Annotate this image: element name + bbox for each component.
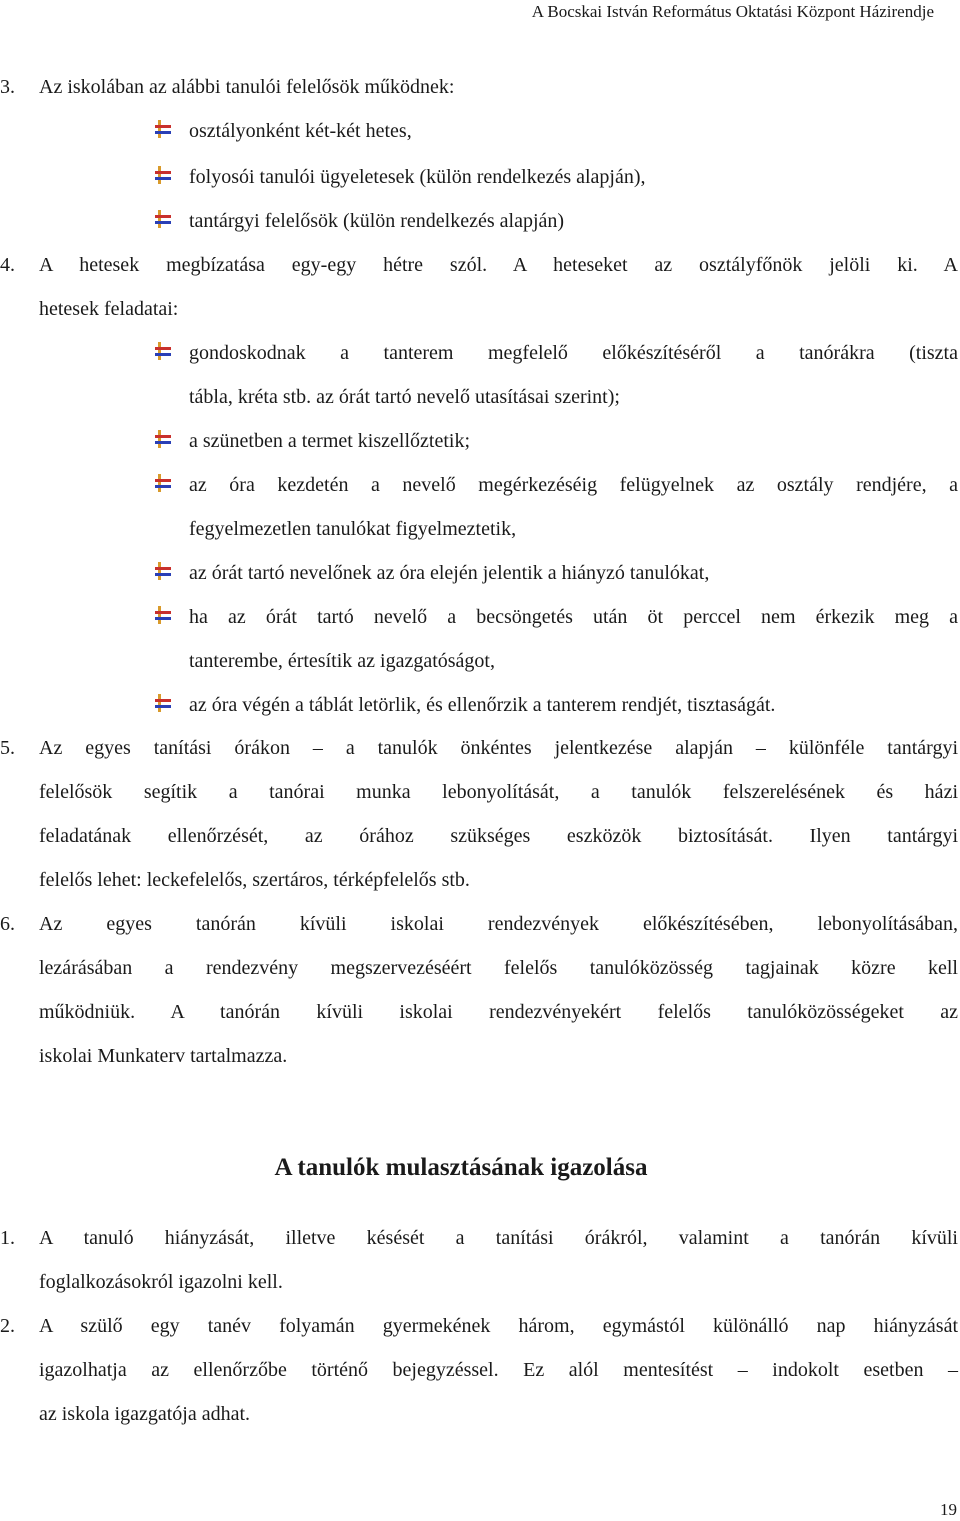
bullet-icon: [153, 473, 173, 493]
paragraph-text: igazolhatja az ellenőrzőbe történő bejegyzéssel. Ez alól mentesítést – indokolt esetben –: [39, 1359, 958, 1381]
paragraph-text: A tanuló hiányzását, illetve késését a tanítási órákról, valamint a tanórán kívüli: [39, 1227, 958, 1249]
bullet-text: az óra végén a táblát letörlik, és ellenőrzik a tanterem rendjét, tisztaságát.: [189, 694, 776, 716]
page-number: 19: [940, 1500, 957, 1519]
section-heading: A tanulók mulasztásának igazolása: [274, 1154, 648, 1181]
bullet-text: tantárgyi felelősök (külön rendelkezés alapján): [189, 210, 565, 232]
paragraph-text: Az egyes tanítási órákon – a tanulók önkéntes jelentkezése alapján – különféle tantárgyi: [39, 737, 958, 759]
item-number: 2.: [0, 1315, 15, 1337]
paragraph-text: lezárásában a rendezvény megszervezéséért felelős tanulóközösség tagjainak közre kell: [39, 957, 958, 979]
paragraph-text: A szülő egy tanév folyamán gyermekének három, egymástól különálló nap hiányzását: [39, 1315, 958, 1337]
bullet-icon: [153, 429, 173, 449]
paragraph-text: A hetesek megbízatása egy-egy hétre szól. A heteseket az osztályfőnök jelöli ki. A: [39, 254, 958, 276]
bullet-text: tábla, kréta stb. az órát tartó nevelő utasításai szerint);: [189, 386, 620, 408]
bullet-text: ha az órát tartó nevelő a becsöngetés után öt perccel nem érkezik meg a: [189, 606, 958, 628]
bullet-icon: [153, 693, 173, 713]
bullet-text: a szünetben a termet kiszellőztetik;: [189, 430, 470, 452]
item-number: 5.: [0, 737, 15, 759]
paragraph-text: az iskola igazgatója adhat.: [39, 1403, 251, 1425]
paragraph-text: felelős lehet: leckefelelős, szertáros, térképfelelős stb.: [39, 869, 470, 891]
bullet-text: fegyelmezetlen tanulókat figyelmeztetik,: [189, 518, 517, 540]
paragraph-text: iskolai Munkaterv tartalmazza.: [39, 1045, 288, 1067]
page-header: A Bocskai István Református Oktatási Központ Házirendje: [531, 2, 934, 21]
paragraph-text: feladatának ellenőrzését, az órához szükséges eszközök biztosítását. Ilyen tantárgyi: [39, 825, 958, 847]
paragraph-text: hetesek feladatai:: [39, 298, 179, 320]
bullet-icon: [153, 341, 173, 361]
item-number: 6.: [0, 913, 15, 935]
bullet-icon: [153, 165, 173, 185]
bullet-text: tanterembe, értesítik az igazgatóságot,: [189, 650, 495, 672]
bullet-text: folyosói tanulói ügyeletesek (külön rendelkezés alapján),: [189, 166, 646, 188]
bullet-icon: [153, 605, 173, 625]
bullet-text: gondoskodnak a tanterem megfelelő előkészítéséről a tanórákra (tiszta: [189, 342, 958, 364]
bullet-text: az óra kezdetén a nevelő megérkezéséig felügyelnek az osztály rendjére, a: [189, 474, 958, 496]
item-number: 1.: [0, 1227, 15, 1249]
paragraph-text: Az egyes tanórán kívüli iskolai rendezvények előkészítésében, lebonyolításában,: [39, 913, 958, 935]
item-number: 3.: [0, 76, 15, 98]
paragraph-text: Az iskolában az alábbi tanulói felelősök működnek:: [39, 76, 455, 98]
paragraph-text: felelősök segítik a tanórai munka lebonyolítását, a tanulók felszerelésének és házi: [39, 781, 958, 803]
bullet-icon: [153, 209, 173, 229]
bullet-icon: [153, 119, 173, 139]
bullet-icon: [153, 561, 173, 581]
item-number: 4.: [0, 254, 15, 276]
paragraph-text: működniük. A tanórán kívüli iskolai rendezvényekért felelős tanulóközösségeket az: [39, 1001, 958, 1023]
bullet-text: az órát tartó nevelőnek az óra elején jelentik a hiányzó tanulókat,: [189, 562, 710, 584]
bullet-text: osztályonként két-két hetes,: [189, 120, 412, 142]
paragraph-text: foglalkozásokról igazolni kell.: [39, 1271, 283, 1293]
